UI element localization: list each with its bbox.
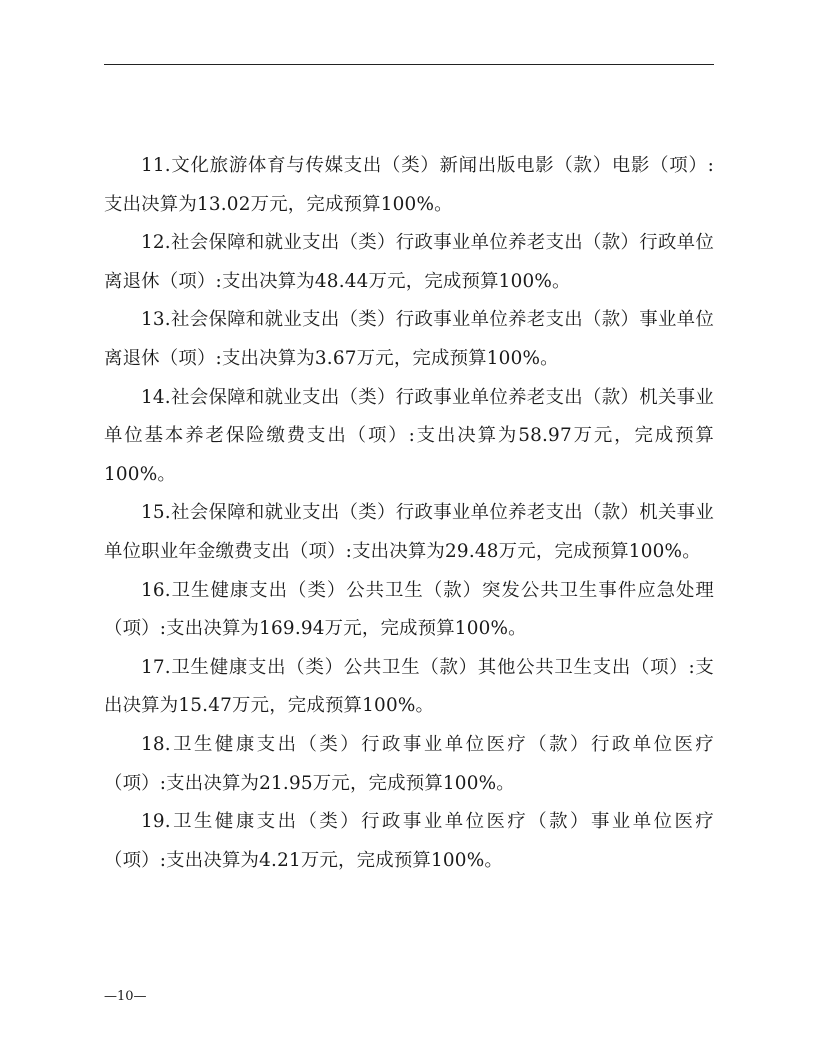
header-rule	[104, 64, 714, 65]
paragraph-item-19: 19.卫生健康支出（类）行政事业单位医疗（款）事业单位医疗（项）:支出决算为4.21万元，完成预算100%。	[104, 811, 714, 871]
paragraph-item-12: 12.社会保障和就业支出（类）行政事业单位养老支出（款）行政单位离退休（项）:支出决算为48.44万元，完成预算100%。	[104, 232, 714, 292]
paragraph-item-16: 16.卫生健康支出（类）公共卫生（款）突发公共卫生事件应急处理（项）:支出决算为169.94万元，完成预算100%。	[104, 579, 714, 640]
paragraph-item-14: 14.社会保障和就业支出（类）行政事业单位养老支出（款）机关事业单位基本养老保险缴费支出（项）:支出决算为58.97万元，完成预算100%。	[104, 386, 714, 485]
paragraph-item-13: 13.社会保障和就业支出（类）行政事业单位养老支出（款）事业单位离退休（项）:支出决算为3.67万元，完成预算100%。	[104, 309, 714, 369]
paragraph-item-15: 15.社会保障和就业支出（类）行政事业单位养老支出（款）机关事业单位职业年金缴费支出（项）:支出决算为29.48万元，完成预算100%。	[104, 502, 714, 562]
paragraph-item-11: 11.文化旅游体育与传媒支出（类）新闻出版电影（款）电影（项）:支出决算为13.02万元，完成预算100%。	[104, 155, 714, 215]
document-body	[104, 147, 714, 880]
paragraph-item-18: 18.卫生健康支出（类）行政事业单位医疗（款）行政单位医疗（项）:支出决算为21.95万元，完成预算100%。	[104, 733, 714, 794]
page-number: —10—	[104, 989, 147, 1004]
paragraph-item-17: 17.卫生健康支出（类）公共卫生（款）其他公共卫生支出（项）:支出决算为15.47万元，完成预算100%。	[104, 656, 714, 717]
